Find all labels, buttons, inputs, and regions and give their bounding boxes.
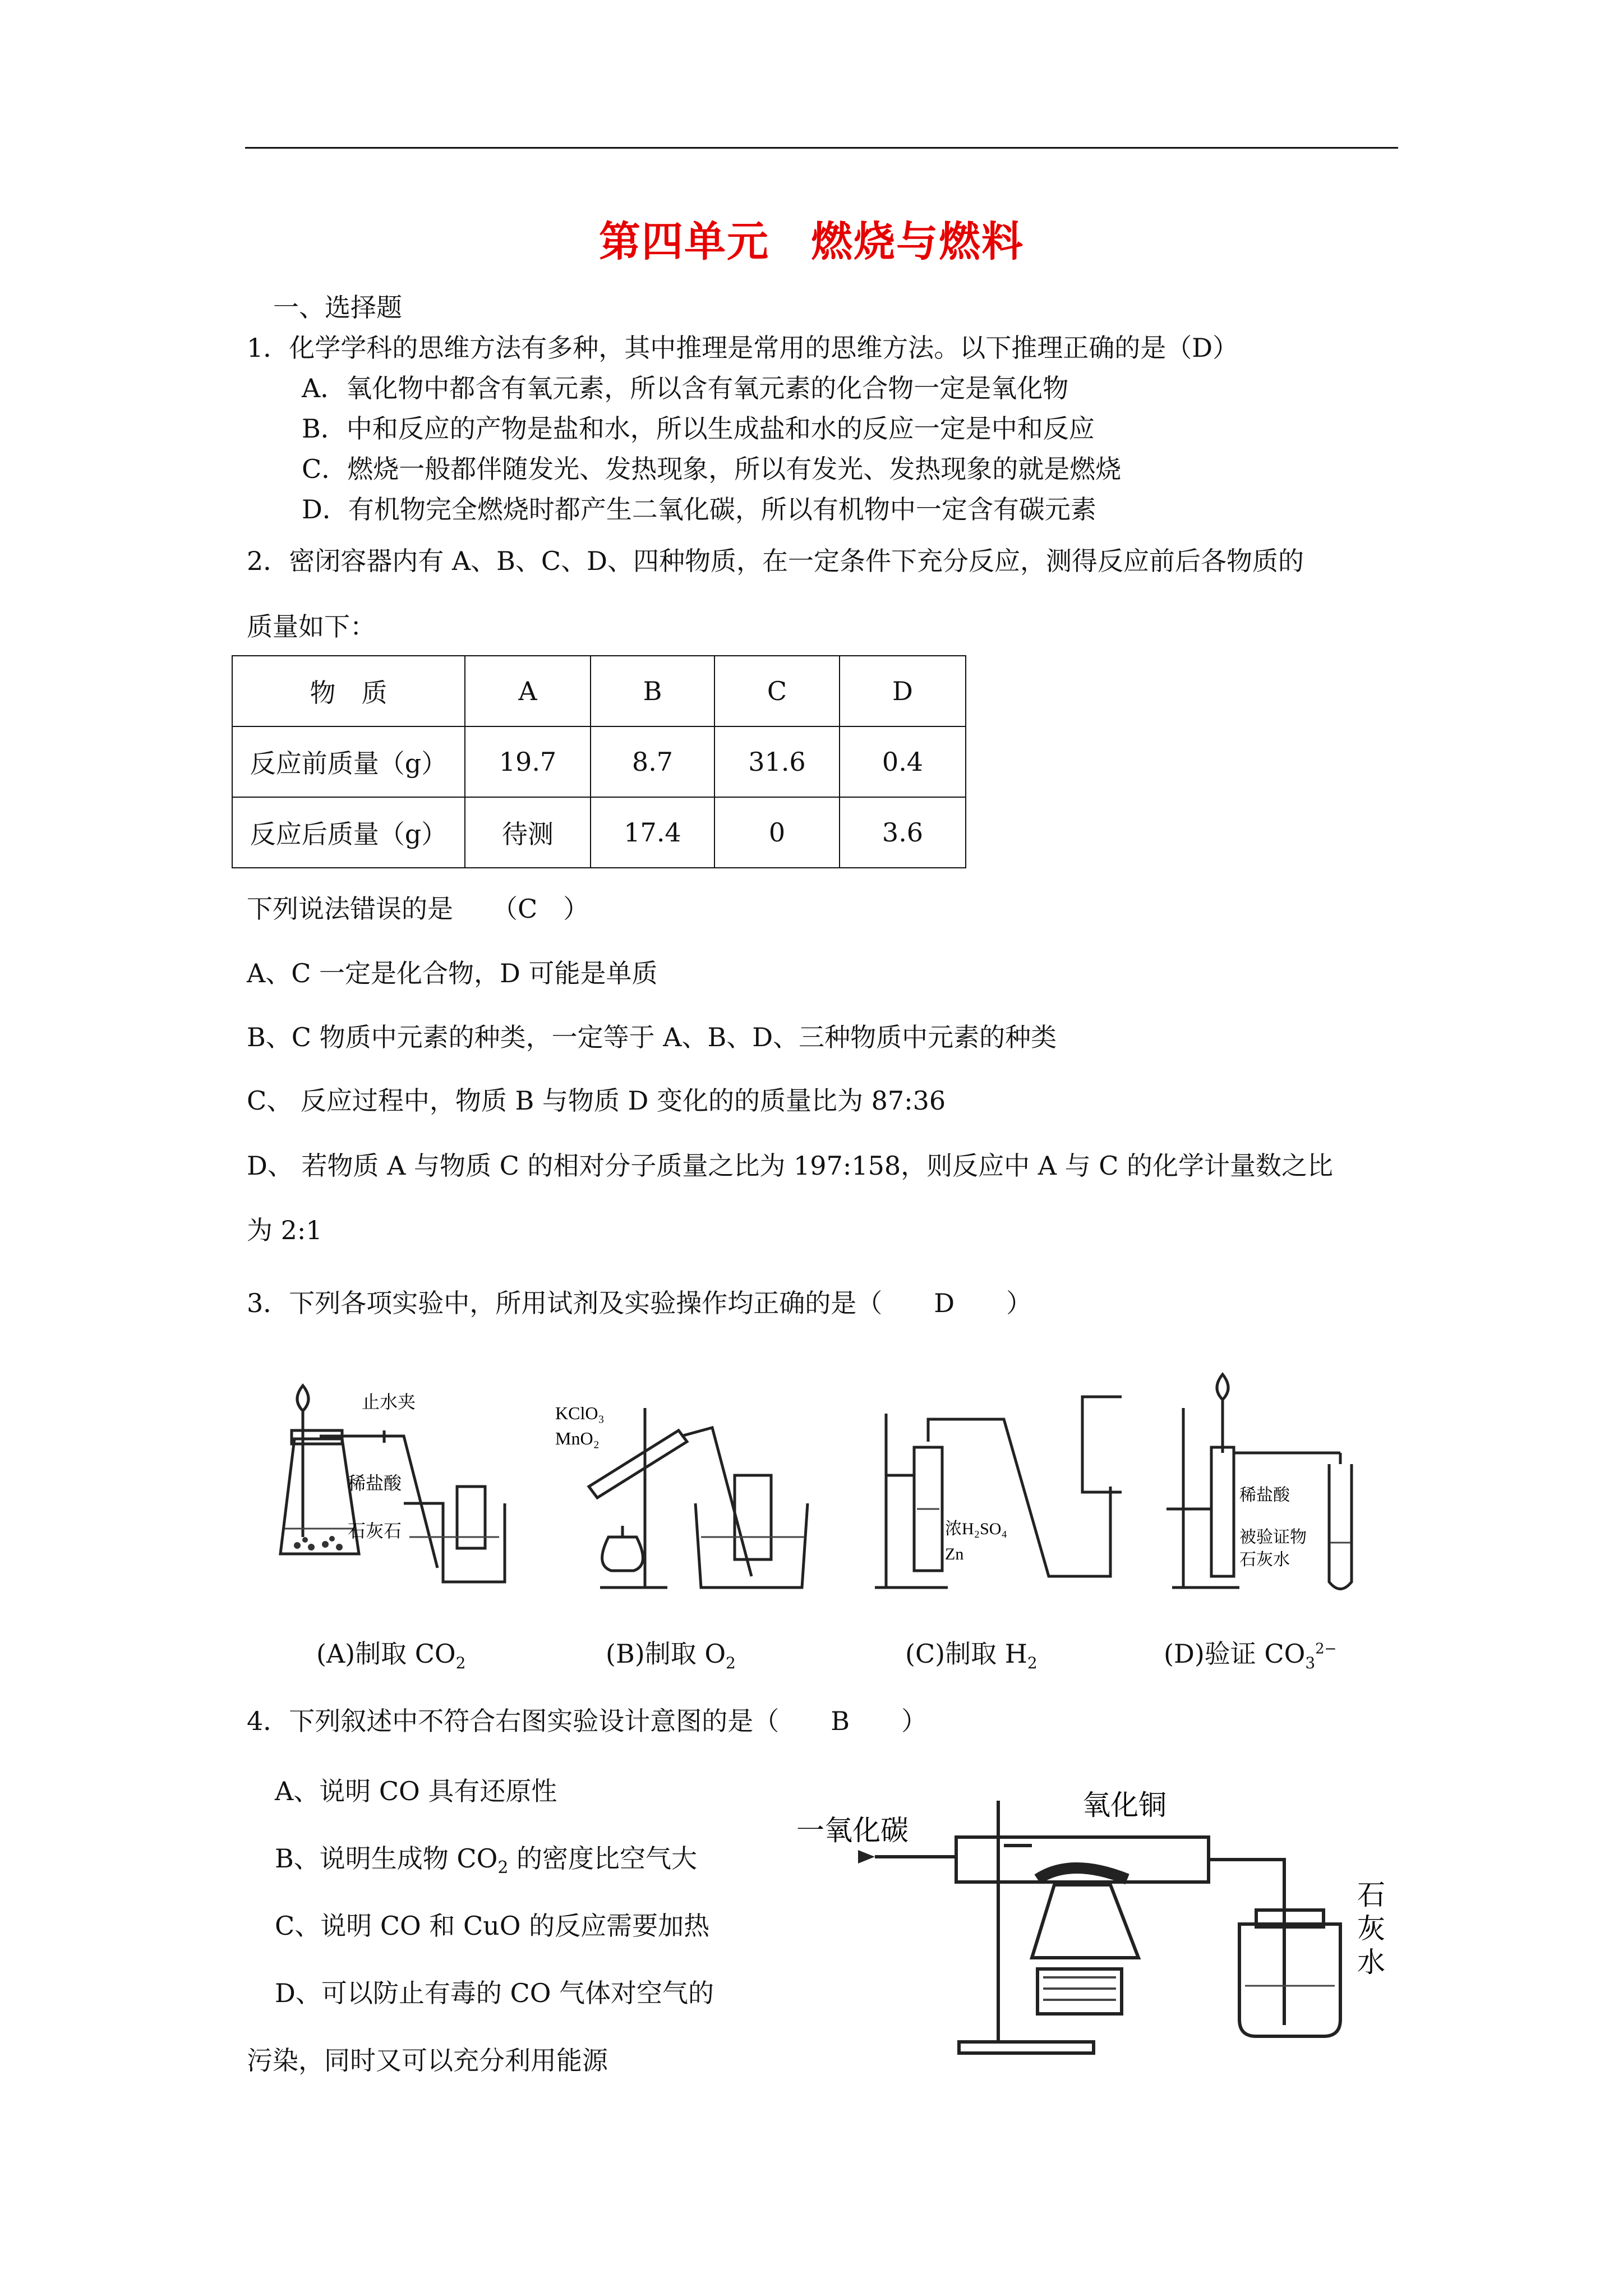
label-kclo3: KClO₃	[555, 1403, 605, 1423]
q1-option-b: B．中和反应的产物是盐和水，所以生成盐和水的反应一定是中和反应	[302, 413, 1095, 444]
q3-stem: 3．下列各项实验中，所用试剂及实验操作均正确的是（ D ）	[247, 1288, 1032, 1318]
q2-option-b: B、C 物质中元素的种类，一定等于 A、B、D、三种物质中元素的种类	[247, 1022, 1057, 1052]
table-cell: 8.7	[591, 726, 714, 797]
label-copper-oxide: 氧化铜	[1082, 1789, 1166, 1821]
q1-option-c: C．燃烧一般都伴随发光、发热现象，所以有发光、发热现象的就是燃烧	[302, 454, 1122, 484]
label-clamp: 止水夹	[362, 1392, 416, 1412]
q1-stem: 1．化学学科的思维方法有多种，其中推理是常用的思维方法。以下推理正确的是（D）	[247, 333, 1239, 363]
q1-option-a: A．氧化物中都含有氧元素，所以含有氧元素的化合物一定是氧化物	[302, 373, 1069, 403]
q2-option-d-continued: 为 2:1	[247, 1215, 322, 1245]
q4-stem: 4．下列叙述中不符合右图实验设计意图的是（ B ）	[247, 1706, 928, 1736]
table-cell: 3.6	[840, 797, 966, 868]
label-lime: 石	[1357, 1879, 1385, 1911]
header-rule	[245, 147, 1398, 149]
label-zinc: Zn	[945, 1545, 964, 1563]
table-cell: D	[840, 656, 966, 726]
label-lime-3: 水	[1357, 1947, 1385, 1978]
mass-table	[232, 655, 966, 868]
table-cell: 物 质	[232, 656, 465, 726]
caption-d: (D)验证 $CO_3^{2-}$	[1164, 1639, 1337, 1673]
q4-option-a: A、说明 CO 具有还原性	[275, 1776, 557, 1806]
label-mno2: MnO₂	[555, 1428, 600, 1448]
apparatus-b-o2	[555, 1397, 813, 1610]
q2-option-a: A、C 一定是化合物，D 可能是单质	[247, 958, 658, 988]
table-cell: C	[714, 656, 840, 726]
label-limewater-d: 石灰水	[1239, 1550, 1290, 1569]
q4-option-d: D、可以防止有毒的 CO 气体对空气的	[275, 1978, 714, 2008]
table-cell: 31.6	[714, 726, 840, 797]
q1-option-d: D．有机物完全燃烧时都产生二氧化碳，所以有机物中一定含有碳元素	[302, 494, 1096, 524]
apparatus-co-reduction	[791, 1784, 1396, 2064]
title-topic: 燃烧与燃料	[811, 218, 1024, 266]
title-unit: 第四单元	[599, 218, 769, 266]
table-cell: B	[591, 656, 714, 726]
table-row	[232, 797, 966, 868]
q4-option-b: B、说明生成物 $CO_2$ 的密度比空气大	[275, 1843, 698, 1878]
table-cell: 17.4	[591, 797, 714, 868]
caption-b: (B)制取 $O_2$	[606, 1639, 736, 1673]
table-cell: 0	[714, 797, 840, 868]
section-heading: 一、选择题	[273, 292, 402, 323]
label-test-substance: 被验证物	[1239, 1528, 1307, 1547]
table-cell: A	[465, 656, 591, 726]
table-row	[232, 726, 966, 797]
q2-stem-line2: 质量如下：	[247, 611, 376, 642]
q4-option-d-continued: 污染，同时又可以充分利用能源	[247, 2045, 608, 2076]
label-lime-2: 灰	[1357, 1913, 1385, 1944]
label-dilute-hcl: 稀盐酸	[348, 1473, 402, 1493]
caption-a: (A)制取 $CO_2$	[316, 1639, 466, 1673]
table-cell: 19.7	[465, 726, 591, 797]
apparatus-c-h2	[864, 1374, 1122, 1610]
table-cell: 待测	[465, 797, 591, 868]
table-header-row	[232, 656, 966, 726]
q2-option-c: C、 反应过程中，物质 B 与物质 D 变化的的质量比为 87:36	[247, 1085, 946, 1116]
caption-c: (C)制取 $H_2$	[905, 1639, 1038, 1673]
label-conc-h2so4: 浓H₂SO₄	[945, 1520, 1007, 1538]
table-cell: 0.4	[840, 726, 966, 797]
label-co-gas: 一氧化碳	[796, 1815, 909, 1846]
table-cell: 反应后质量（g）	[232, 797, 465, 868]
q2-option-d: D、 若物质 A 与物质 C 的相对分子质量之比为 197:158，则反应中 A 与 C 的化学计量数之比	[247, 1151, 1334, 1181]
table-cell: 反应前质量（g）	[232, 726, 465, 797]
label-limestone: 石灰石	[348, 1521, 402, 1541]
label-dilute-hcl-d: 稀盐酸	[1239, 1486, 1290, 1504]
q2-prompt: 下列说法错误的是 （C ）	[247, 894, 589, 924]
apparatus-a-co2	[269, 1369, 516, 1610]
q2-stem-line1: 2．密闭容器内有 A、B、C、D、四种物质，在一定条件下充分反应，测得反应前后各物质的	[247, 546, 1304, 576]
apparatus-d-co3	[1161, 1358, 1385, 1610]
page-title	[0, 209, 1623, 268]
q4-option-c: C、说明 CO 和 CuO 的反应需要加热	[275, 1911, 710, 1941]
